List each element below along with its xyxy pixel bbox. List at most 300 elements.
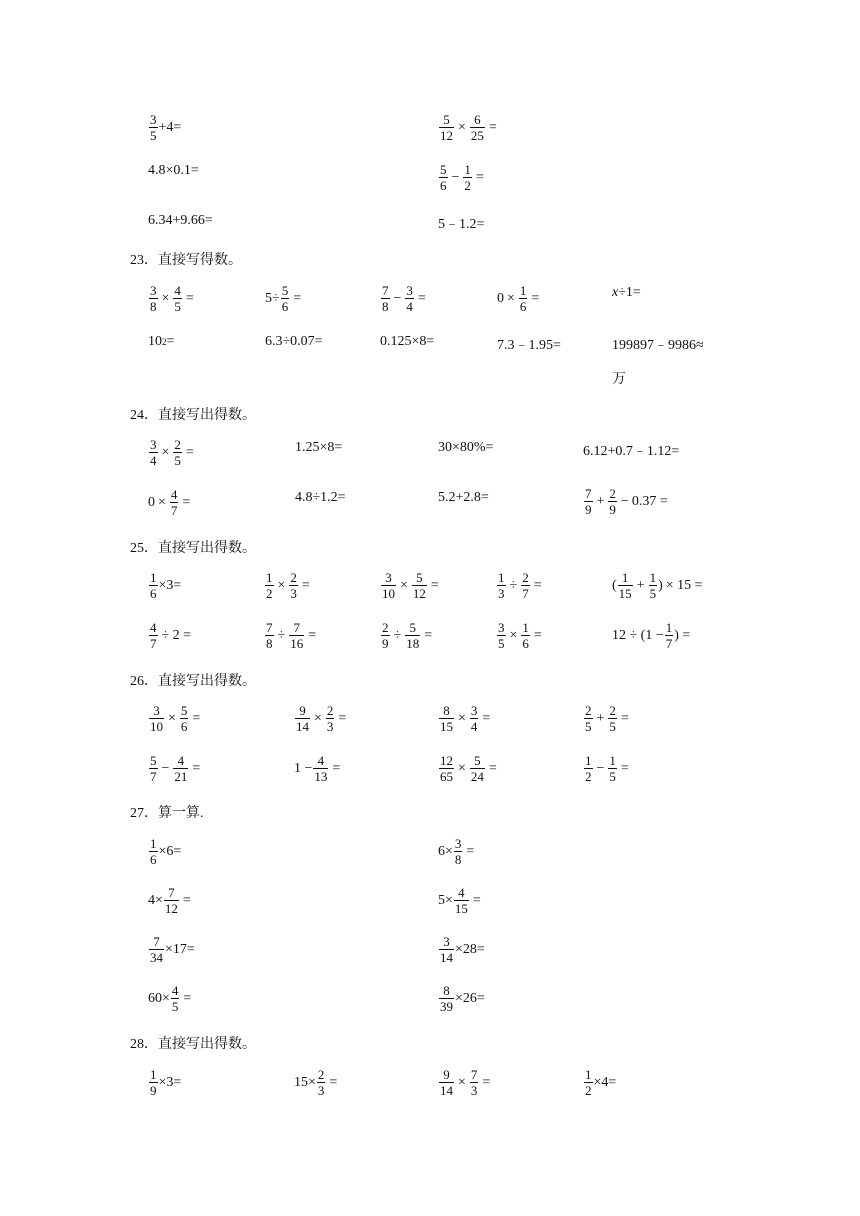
expression-text: ÷ bbox=[509, 577, 518, 593]
q25-item-a2 bbox=[148, 620, 194, 651]
q26-item-c1 bbox=[438, 703, 493, 734]
expression-text: = bbox=[185, 444, 194, 460]
fraction bbox=[584, 486, 593, 517]
fraction bbox=[173, 437, 182, 468]
fraction-numerator: 2 bbox=[585, 703, 592, 718]
fraction bbox=[521, 620, 530, 651]
fraction bbox=[454, 836, 463, 867]
fraction-numerator: 4 bbox=[150, 620, 157, 635]
q22-item-a2 bbox=[148, 163, 199, 179]
fraction-denominator: 5 bbox=[609, 769, 616, 784]
fraction-denominator: 15 bbox=[618, 586, 632, 601]
q23-item-e1 bbox=[612, 285, 641, 301]
expression-text: 0.37 = bbox=[631, 493, 668, 509]
fraction-numerator: 4 bbox=[170, 487, 178, 502]
q27-item-a3 bbox=[148, 934, 195, 965]
expression-text: = bbox=[475, 169, 484, 185]
fraction-numerator: 3 bbox=[406, 283, 413, 298]
fraction-denominator: 2 bbox=[266, 586, 273, 601]
fraction bbox=[289, 570, 298, 601]
fraction-numerator: 2 bbox=[609, 703, 616, 718]
fraction bbox=[173, 753, 188, 784]
expression-text: = bbox=[185, 290, 194, 306]
q23-item-d1 bbox=[497, 283, 542, 314]
expression-text: 4.8÷1.2= bbox=[295, 490, 346, 505]
fraction-denominator: 16 bbox=[290, 636, 304, 651]
q25-item-d1 bbox=[496, 570, 545, 601]
fraction-numerator: 7 bbox=[153, 934, 160, 949]
fraction bbox=[149, 620, 158, 651]
fraction bbox=[649, 570, 658, 601]
fraction-denominator: 12 bbox=[440, 128, 453, 143]
expression-text: − bbox=[161, 760, 170, 776]
expression-text: × bbox=[458, 710, 466, 726]
q23-item-e2 bbox=[612, 334, 704, 354]
fraction bbox=[149, 753, 158, 784]
fraction-numerator: 7 bbox=[293, 620, 300, 635]
expression-text: = bbox=[488, 760, 497, 776]
expression-text: 5× bbox=[438, 892, 453, 908]
fraction-denominator: 3 bbox=[470, 1083, 478, 1098]
expression-text: + bbox=[636, 577, 645, 593]
expression-text: 4× bbox=[148, 892, 163, 908]
expression-text: − bbox=[596, 760, 605, 776]
expression-text: 199897﹣9986≈ bbox=[612, 338, 704, 353]
expression-text: × bbox=[507, 290, 515, 306]
expression-text: + bbox=[596, 710, 605, 726]
expression-text: ( bbox=[612, 577, 617, 593]
fraction-numerator: 7 bbox=[585, 486, 592, 501]
q23-item-b1 bbox=[265, 283, 304, 314]
question-24-heading: 24．直接写出得数。 bbox=[130, 408, 256, 423]
fraction-numerator: 3 bbox=[454, 836, 462, 851]
fraction-denominator: 2 bbox=[585, 1083, 592, 1098]
fraction bbox=[281, 283, 290, 314]
expression-text: 0.125×8= bbox=[380, 334, 435, 349]
fraction-numerator: 7 bbox=[168, 885, 175, 900]
fraction-numerator: 5 bbox=[440, 162, 447, 177]
fraction-denominator: 7 bbox=[170, 503, 178, 518]
fraction bbox=[381, 283, 390, 314]
fraction bbox=[149, 112, 158, 143]
expression-text: − bbox=[393, 290, 402, 306]
fraction-denominator: 6 bbox=[440, 178, 447, 193]
fraction-numerator: 4 bbox=[171, 983, 179, 998]
q25-item-e2 bbox=[612, 620, 690, 651]
fraction-denominator: 65 bbox=[440, 769, 453, 784]
q25-item-b1 bbox=[264, 570, 313, 601]
expression-text: = bbox=[482, 1074, 491, 1090]
expression-text: = bbox=[620, 760, 629, 776]
question-25-heading: 25．直接写出得数。 bbox=[130, 541, 256, 556]
q24-item-a1 bbox=[148, 437, 197, 468]
fraction-denominator: 4 bbox=[470, 719, 478, 734]
fraction-denominator: 2 bbox=[464, 178, 471, 193]
fraction-denominator: 39 bbox=[440, 999, 453, 1014]
fraction bbox=[470, 703, 479, 734]
q23-item-a1 bbox=[148, 283, 197, 314]
q27-item-a4 bbox=[148, 983, 194, 1014]
question-23-heading: 23．直接写得数。 bbox=[130, 253, 242, 268]
q23-item-c2 bbox=[380, 334, 434, 350]
fraction-numerator: 9 bbox=[443, 1067, 450, 1082]
fraction-denominator: 7 bbox=[150, 769, 157, 784]
fraction-numerator: 1 bbox=[150, 1067, 157, 1082]
fraction-denominator: 12 bbox=[412, 586, 426, 601]
fraction-denominator: 7 bbox=[665, 636, 673, 651]
expression-text: = bbox=[192, 710, 201, 726]
fraction-denominator: 5 bbox=[174, 299, 181, 314]
expression-text: x bbox=[612, 285, 619, 300]
expression-text: 5﹣1.2= bbox=[438, 217, 485, 232]
fraction-denominator: 3 bbox=[290, 586, 297, 601]
fraction bbox=[295, 703, 310, 734]
expression-text: × bbox=[458, 1074, 466, 1090]
fraction-numerator: 2 bbox=[290, 570, 297, 585]
fraction-denominator: 14 bbox=[440, 1083, 453, 1098]
fraction-numerator: 5 bbox=[281, 283, 289, 298]
fraction-numerator: 12 bbox=[440, 753, 453, 768]
fraction-denominator: 7 bbox=[150, 636, 157, 651]
expression-text: + bbox=[596, 493, 605, 509]
fraction-numerator: 4 bbox=[458, 885, 465, 900]
fraction-denominator: 8 bbox=[266, 636, 273, 651]
q27-item-b2 bbox=[438, 885, 484, 916]
expression-text: ÷ 2 = bbox=[161, 627, 192, 643]
expression-text: × bbox=[458, 119, 466, 135]
q26-item-a2 bbox=[148, 753, 203, 784]
fraction-numerator: 1 bbox=[464, 162, 471, 177]
expression-text: = bbox=[166, 334, 175, 349]
fraction-denominator: 10 bbox=[382, 586, 395, 601]
q28-item-a1 bbox=[148, 1067, 181, 1098]
expression-text: 30×80%= bbox=[438, 440, 494, 455]
expression-text: × 15 = bbox=[665, 577, 703, 593]
q25-item-d2 bbox=[496, 620, 545, 651]
fraction-numerator: 2 bbox=[382, 620, 389, 635]
fraction bbox=[439, 112, 454, 143]
expression-text: 15× bbox=[294, 1074, 316, 1090]
q27-item-a1 bbox=[148, 836, 181, 867]
fraction-numerator: 4 bbox=[177, 753, 185, 768]
expression-text: = bbox=[533, 627, 542, 643]
expression-text: 60× bbox=[148, 990, 170, 1006]
q26-item-c2 bbox=[438, 753, 500, 784]
expression-text: 0 bbox=[497, 290, 504, 306]
fraction-numerator: 3 bbox=[153, 703, 160, 718]
fraction-numerator: 2 bbox=[174, 437, 181, 452]
fraction bbox=[412, 570, 427, 601]
fraction-denominator: 6 bbox=[522, 636, 529, 651]
fraction bbox=[317, 1067, 326, 1098]
q23-item-c1 bbox=[380, 283, 429, 314]
fraction bbox=[608, 486, 617, 517]
fraction-denominator: 25 bbox=[470, 128, 484, 143]
fraction-numerator: 3 bbox=[470, 703, 478, 718]
fraction-numerator: 2 bbox=[326, 703, 334, 718]
fraction-numerator: 8 bbox=[443, 703, 450, 718]
fraction-numerator: 9 bbox=[299, 703, 306, 718]
fraction-numerator: 7 bbox=[470, 1067, 478, 1082]
fraction bbox=[584, 753, 593, 784]
fraction bbox=[521, 570, 530, 601]
expression-text: 12 ÷ (1 − bbox=[612, 627, 664, 643]
fraction-denominator: 15 bbox=[454, 901, 468, 916]
fraction-numerator: 5 bbox=[474, 753, 481, 768]
q28-item-b1 bbox=[294, 1067, 340, 1098]
fraction-denominator: 9 bbox=[585, 502, 592, 517]
fraction bbox=[171, 983, 180, 1014]
fraction-numerator: 5 bbox=[416, 570, 423, 585]
fraction-numerator: 5 bbox=[443, 112, 450, 127]
q28-item-c1 bbox=[438, 1067, 493, 1098]
expression-text: ÷ bbox=[277, 627, 286, 643]
expression-text: = bbox=[308, 627, 317, 643]
expression-text: 0 bbox=[148, 494, 155, 510]
fraction bbox=[519, 283, 528, 314]
fraction-denominator: 21 bbox=[174, 769, 188, 784]
expression-text: ) bbox=[658, 577, 663, 593]
fraction bbox=[439, 162, 448, 193]
expression-text: × bbox=[161, 290, 170, 306]
fraction bbox=[439, 703, 454, 734]
expression-text: = bbox=[482, 710, 491, 726]
q24-item-d1 bbox=[583, 440, 679, 460]
expression-text: = bbox=[424, 627, 433, 643]
fraction-numerator: 1 bbox=[150, 836, 157, 851]
expression-text: 6.34+9.66= bbox=[148, 213, 213, 228]
fraction-numerator: 1 bbox=[585, 753, 592, 768]
expression-text: = bbox=[301, 577, 310, 593]
fraction bbox=[470, 1067, 479, 1098]
fraction-numerator: 1 bbox=[665, 620, 673, 635]
q24-item-b1 bbox=[295, 440, 342, 456]
expression-text: ×6= bbox=[158, 843, 182, 859]
fraction-denominator: 6 bbox=[150, 852, 157, 867]
fraction-denominator: 6 bbox=[519, 299, 527, 314]
fraction bbox=[265, 570, 274, 601]
fraction bbox=[470, 112, 485, 143]
fraction-numerator: 1 bbox=[498, 570, 505, 585]
fraction-numerator: 7 bbox=[382, 283, 389, 298]
expression-text: × bbox=[168, 710, 176, 726]
expression-text: × bbox=[458, 760, 466, 776]
fraction bbox=[381, 620, 390, 651]
fraction-denominator: 24 bbox=[470, 769, 484, 784]
expression-text: = bbox=[466, 843, 475, 859]
fraction bbox=[149, 934, 164, 965]
expression-text: = bbox=[488, 119, 497, 135]
fraction bbox=[289, 620, 304, 651]
fraction-denominator: 5 bbox=[585, 719, 592, 734]
fraction bbox=[470, 753, 485, 784]
q24-item-c2 bbox=[438, 490, 489, 506]
expression-text: = bbox=[182, 494, 191, 510]
expression-text: = bbox=[182, 892, 191, 908]
fraction-numerator: 3 bbox=[443, 934, 450, 949]
fraction-denominator: 13 bbox=[314, 769, 328, 784]
q26-item-b2 bbox=[294, 753, 343, 784]
fraction bbox=[463, 162, 472, 193]
q25-item-c2 bbox=[380, 620, 435, 651]
fraction bbox=[326, 703, 335, 734]
expression-text: = bbox=[620, 710, 629, 726]
expression-text: 1.25×8= bbox=[295, 440, 343, 455]
fraction-numerator: 1 bbox=[150, 570, 157, 585]
q25-item-b2 bbox=[264, 620, 319, 651]
fraction-denominator: 5 bbox=[649, 586, 657, 601]
fraction bbox=[439, 1067, 454, 1098]
expression-text: 5÷ bbox=[265, 290, 280, 306]
fraction-numerator: 5 bbox=[180, 703, 188, 718]
expression-text: 6.12+0.7﹣1.12= bbox=[583, 444, 680, 459]
fraction-numerator: 4 bbox=[174, 283, 181, 298]
expression-text: = bbox=[533, 577, 542, 593]
q25-item-e1 bbox=[612, 570, 706, 601]
expression-text: × bbox=[509, 627, 518, 643]
q26-item-b1 bbox=[294, 703, 349, 734]
fraction-denominator: 34 bbox=[150, 950, 163, 965]
fraction bbox=[173, 283, 182, 314]
fraction-denominator: 12 bbox=[164, 901, 178, 916]
fraction-denominator: 10 bbox=[150, 719, 163, 734]
fraction-numerator: 1 bbox=[519, 283, 527, 298]
expression-text: = bbox=[332, 760, 341, 776]
fraction bbox=[180, 703, 189, 734]
expression-text: × bbox=[400, 577, 408, 593]
expression-text: × bbox=[314, 710, 322, 726]
fraction bbox=[439, 753, 454, 784]
expression-text: × bbox=[161, 444, 170, 460]
fraction-numerator: 3 bbox=[150, 283, 157, 298]
expression-text: ×3= bbox=[158, 577, 182, 593]
expression-text: +4= bbox=[158, 119, 182, 135]
expression-text: ) = bbox=[674, 627, 691, 643]
expression-text: ÷1= bbox=[618, 285, 641, 300]
fraction-denominator: 8 bbox=[382, 299, 389, 314]
expression-text: = bbox=[338, 710, 347, 726]
q27-item-b4 bbox=[438, 983, 485, 1014]
expression-text: ×26= bbox=[455, 990, 485, 1006]
q23-item-b2 bbox=[265, 334, 323, 350]
fraction-denominator: 6 bbox=[281, 299, 289, 314]
expression-text: 10 bbox=[148, 334, 162, 349]
expression-text: = bbox=[293, 290, 302, 306]
fraction-denominator: 15 bbox=[440, 719, 453, 734]
fraction-numerator: 1 bbox=[522, 620, 529, 635]
fraction-denominator: 8 bbox=[150, 299, 157, 314]
question-28-heading: 28．直接写出得数。 bbox=[130, 1037, 256, 1052]
fraction-denominator: 5 bbox=[498, 636, 505, 651]
q25-item-c1 bbox=[380, 570, 442, 601]
expression-text: = bbox=[430, 577, 439, 593]
fraction-numerator: 1 bbox=[609, 753, 616, 768]
fraction-denominator: 5 bbox=[609, 719, 616, 734]
fraction-denominator: 8 bbox=[454, 852, 462, 867]
fraction-denominator: 7 bbox=[522, 586, 529, 601]
q26-item-a1 bbox=[148, 703, 203, 734]
fraction bbox=[497, 570, 506, 601]
fraction-numerator: 8 bbox=[443, 983, 450, 998]
expression-text: 4.8×0.1= bbox=[148, 163, 199, 178]
fraction-numerator: 2 bbox=[609, 486, 616, 501]
fraction-denominator: 2 bbox=[585, 769, 592, 784]
fraction-numerator: 1 bbox=[621, 570, 629, 585]
q24-item-d2 bbox=[583, 486, 668, 517]
q24-item-c1 bbox=[438, 440, 493, 456]
q23-item-a2: 10 2 = bbox=[148, 334, 175, 349]
fraction bbox=[497, 620, 506, 651]
expression-text: 5.2+2.8= bbox=[438, 490, 489, 505]
fraction-numerator: 3 bbox=[150, 112, 157, 127]
expression-text: × bbox=[158, 494, 166, 510]
q27-item-a2 bbox=[148, 885, 194, 916]
expression-text: ×3= bbox=[158, 1074, 182, 1090]
fraction bbox=[164, 885, 179, 916]
fraction bbox=[584, 703, 593, 734]
question-26-heading: 26．直接写出得数。 bbox=[130, 674, 256, 689]
fraction-denominator: 9 bbox=[150, 1083, 157, 1098]
expression-text: = bbox=[192, 760, 201, 776]
fraction bbox=[584, 1067, 593, 1098]
fraction bbox=[381, 570, 396, 601]
fraction bbox=[170, 487, 179, 518]
fraction bbox=[608, 753, 617, 784]
fraction-numerator: 4 bbox=[317, 753, 325, 768]
expression-text: − bbox=[451, 169, 460, 185]
expression-text: 6.3÷0.07= bbox=[265, 334, 323, 349]
fraction bbox=[608, 703, 617, 734]
fraction bbox=[439, 983, 454, 1014]
fraction-denominator: 14 bbox=[296, 719, 309, 734]
fraction-numerator: 5 bbox=[150, 753, 157, 768]
fraction bbox=[149, 570, 158, 601]
fraction-denominator: 14 bbox=[440, 950, 453, 965]
q24-item-b2 bbox=[295, 490, 346, 506]
q23-item-d2 bbox=[497, 334, 561, 354]
fraction bbox=[454, 885, 469, 916]
fraction-numerator: 5 bbox=[409, 620, 416, 635]
expression-text: = bbox=[329, 1074, 338, 1090]
fraction-numerator: 3 bbox=[385, 570, 392, 585]
expression-text: ×28= bbox=[455, 941, 485, 957]
fraction-denominator: 5 bbox=[171, 999, 179, 1014]
fraction bbox=[149, 283, 158, 314]
expression-text: = bbox=[531, 290, 540, 306]
fraction bbox=[149, 836, 158, 867]
expression-text: ÷ bbox=[393, 627, 402, 643]
q24-item-a2 bbox=[148, 487, 193, 518]
fraction-denominator: 5 bbox=[174, 453, 181, 468]
expression-text: 7.3﹣1.95= bbox=[497, 338, 561, 353]
fraction-denominator: 3 bbox=[326, 719, 334, 734]
fraction-denominator: 3 bbox=[317, 1083, 325, 1098]
fraction-numerator: 7 bbox=[266, 620, 273, 635]
expression-text: − bbox=[620, 493, 629, 509]
fraction bbox=[618, 570, 633, 601]
fraction-numerator: 6 bbox=[474, 112, 481, 127]
fraction bbox=[149, 1067, 158, 1098]
expression-text: ×17= bbox=[165, 941, 195, 957]
fraction bbox=[265, 620, 274, 651]
fraction bbox=[149, 703, 164, 734]
expression-text: = bbox=[417, 290, 426, 306]
expression-text: = bbox=[183, 990, 192, 1006]
fraction-denominator: 6 bbox=[180, 719, 188, 734]
fraction bbox=[665, 620, 674, 651]
fraction-numerator: 3 bbox=[498, 620, 505, 635]
q22-item-b3 bbox=[438, 213, 484, 233]
